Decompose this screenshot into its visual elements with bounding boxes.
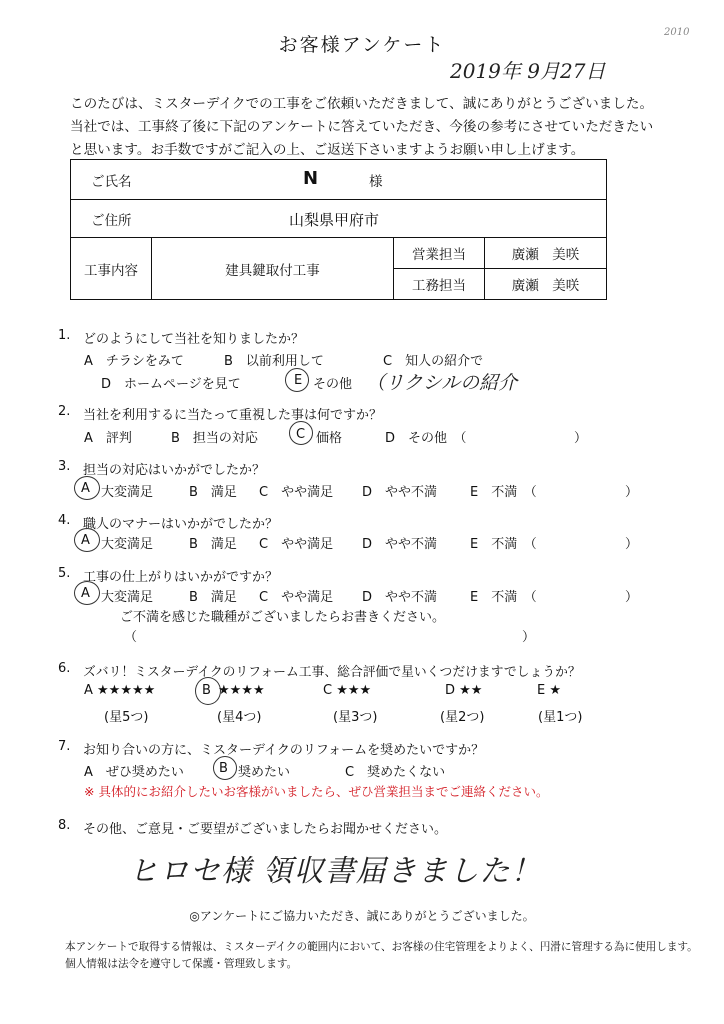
- q1-option-e: E: [294, 373, 303, 388]
- q2-option-c-text: 価格: [316, 431, 343, 446]
- q2-number: 2.: [58, 404, 71, 419]
- work-detail-table: [152, 238, 606, 299]
- q3-option-a-text: 大変満足: [101, 485, 154, 500]
- q1-option-c: C 知人の紹介で: [383, 354, 484, 369]
- q5-option-a-text: 大変満足: [101, 590, 154, 605]
- q5-option-c: C やや満足: [259, 590, 334, 605]
- intro-line: このたびは、ミスターデイクでの工事をご依頼いただきまして、誠にありがとうございました。: [70, 96, 654, 112]
- q5-option-e: E 不満 （: [470, 590, 537, 605]
- q8-text: その他、ご意見・ご要望がございましたらお聞かせください。: [83, 822, 448, 837]
- q6-option-a: A ★★★★★: [84, 683, 156, 698]
- corner-mark: 2010: [664, 27, 690, 38]
- q2-option-a: A 評判: [84, 431, 132, 446]
- q2-option-d: D その他 （: [385, 431, 467, 446]
- q1-option-a: A チラシをみて: [84, 354, 184, 369]
- footer-privacy-1: 本アンケートで取得する情報は、ミスターデイクの範囲内において、お客様の住宅管理をよりよく、円滑に管理する為に使用します。: [65, 941, 698, 953]
- q7-note: ※ 具体的にお紹介したいお客様がいましたら、ぜひ営業担当までご連絡ください。: [84, 784, 549, 799]
- q6-sub-c: (星3つ): [333, 710, 378, 725]
- q1-handwritten-answer: （リクシルの紹介: [366, 372, 518, 394]
- q6-option-b-text: ★★★★: [218, 683, 265, 698]
- q3-close-paren: ）: [625, 485, 639, 500]
- q1-answer-circle: [285, 368, 309, 392]
- q3-option-b: B 満足: [189, 485, 237, 500]
- q6-sub-d: (星2つ): [440, 710, 485, 725]
- q7-number: 7.: [58, 739, 71, 754]
- address-label: ご住所: [91, 212, 132, 229]
- q7-option-a: A ぜひ奨めたい: [84, 765, 184, 780]
- q7-option-b: B: [219, 761, 228, 776]
- q5-text: 工事の仕上がりはいかがですか？: [83, 570, 279, 585]
- intro-line: 当社では、工事終了後に下記のアンケートに答えていただき、今後の参考にさせていただきたい: [70, 119, 654, 135]
- q6-sub-b: (星4つ): [217, 710, 262, 725]
- footer-thanks: ◎アンケートにご協力いただき、誠にありがとうございました。: [189, 909, 535, 923]
- address-row: [71, 200, 607, 238]
- q3-option-a: A: [81, 481, 90, 496]
- q6-option-b: B: [202, 683, 211, 698]
- q1-number: 1.: [58, 328, 71, 343]
- name-row: [71, 160, 607, 200]
- q2-text: 当社を利用するに当たって重視した事は何ですか？: [83, 408, 383, 423]
- q4-option-e: E 不満 （: [470, 537, 537, 552]
- q4-option-d: D やや不満: [362, 537, 438, 552]
- q8-number: 8.: [58, 818, 71, 833]
- q3-option-c: C やや満足: [259, 485, 334, 500]
- q2-option-c: C: [296, 427, 306, 442]
- name-value: N: [303, 168, 319, 189]
- q1-option-e-text: その他: [313, 377, 353, 392]
- eng-label: 工務担当: [394, 269, 485, 300]
- q3-text: 担当の対応はいかがでしたか？: [83, 463, 266, 478]
- q4-text: 職人のマナーはいかがでしたか？: [83, 517, 279, 532]
- customer-info-table: [70, 159, 607, 300]
- q5-number: 5.: [58, 566, 71, 581]
- q1-text: どのようにして当社を知りましたか？: [83, 332, 305, 347]
- q7-option-c: C 奨めたくない: [345, 765, 446, 780]
- q4-number: 4.: [58, 513, 71, 528]
- q6-number: 6.: [58, 661, 71, 676]
- q8-handwritten-answer: ヒロセ様 領収書届きました！: [128, 854, 542, 889]
- footer-privacy-2: 個人情報は法令を遵守して保護・管理致します。: [65, 958, 298, 970]
- q6-sub-a: (星5つ): [104, 710, 149, 725]
- q5-option-d: D やや不満: [362, 590, 438, 605]
- q4-option-a: A: [81, 533, 90, 548]
- q4-option-c: C やや満足: [259, 537, 334, 552]
- q3-option-e: E 不満 （: [470, 485, 537, 500]
- q2-option-b: B 担当の対応: [171, 431, 258, 446]
- q5-option-a: A: [81, 586, 90, 601]
- q5-sub-text: ご不満を感じた職種がございましたらお書きください。: [120, 610, 446, 625]
- q6-option-c: C ★★★: [323, 683, 372, 698]
- q4-close-paren: ）: [625, 537, 639, 552]
- q3-number: 3.: [58, 459, 71, 474]
- q1-option-d: D ホームページを見て: [101, 377, 241, 392]
- q7-option-b-text: 奨めたい: [238, 765, 291, 780]
- date-handwritten: 2019年 9月27日: [450, 59, 606, 83]
- q1-option-b: B 以前利用して: [224, 354, 324, 369]
- q5-open-paren: （: [124, 630, 138, 645]
- intro-text: [70, 93, 690, 162]
- name-label: ご氏名: [91, 173, 132, 190]
- address-value: 山梨県甲府市: [289, 211, 380, 229]
- q3-option-d: D やや不満: [362, 485, 438, 500]
- q5-close-paren: ）: [625, 590, 639, 605]
- q6-text: ズバリ！ミスターデイクのリフォーム工事、総合評価で星いくつだけますでしょうか？: [83, 665, 581, 680]
- q2-close-paren: ）: [574, 431, 588, 446]
- q4-option-b: B 満足: [189, 537, 237, 552]
- page-title: お客様アンケート: [278, 34, 446, 56]
- intro-line: と思います。お手数ですがご記入の上、ご返送下さいますようお願い申し上げます。: [70, 142, 585, 158]
- q6-sub-e: (星1つ): [538, 710, 583, 725]
- q7-text: お知り合いの方に、ミスターデイクのリフォームを奨めたいですか？: [83, 743, 485, 758]
- work-value: 建具鍵取付工事: [152, 238, 394, 299]
- sales-label: 営業担当: [394, 238, 485, 269]
- q4-option-a-text: 大変満足: [101, 537, 154, 552]
- q6-option-d: D ★★: [445, 683, 483, 698]
- name-suffix: 様: [369, 174, 383, 190]
- sales-value: 廣瀬 美咲: [485, 238, 607, 269]
- q5-option-b: B 満足: [189, 590, 237, 605]
- eng-value: 廣瀬 美咲: [511, 278, 580, 294]
- q6-option-e: E ★: [537, 683, 562, 698]
- work-label: 工事内容: [71, 238, 152, 300]
- q5-close-paren-2: ）: [522, 630, 536, 645]
